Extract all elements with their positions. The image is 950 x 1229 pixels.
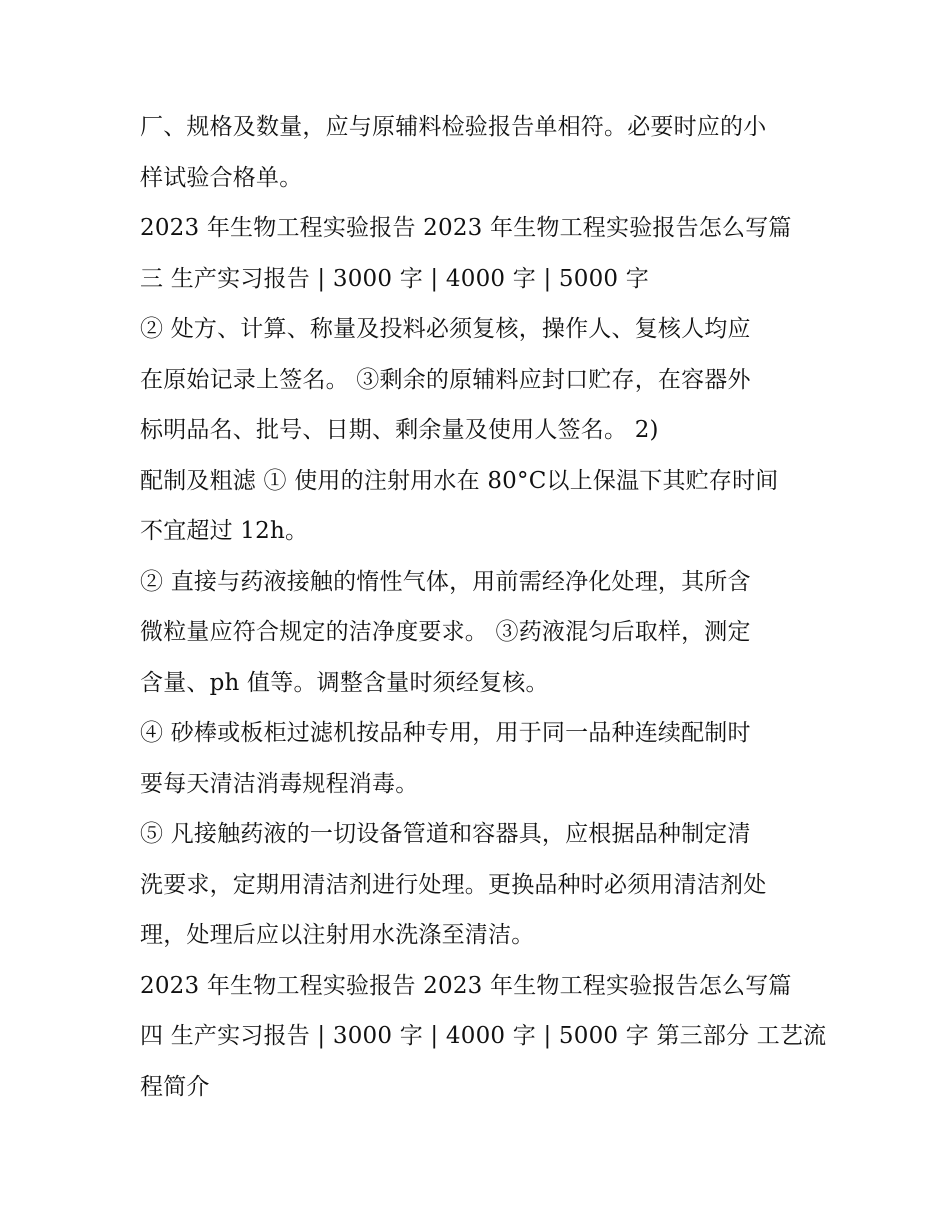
text-line: 在原始记录上签名。 ③剩余的原辅料应封口贮存，在容器外 (140, 366, 751, 393)
text-line: ② 处方、计算、称量及投料必须复核，操作人、复核人均应 (140, 316, 751, 342)
text-line: 不宜超过 12h。 (140, 518, 309, 544)
text-line: 2023 年生物工程实验报告 2023 年生物工程实验报告怎么写篇 (140, 215, 792, 241)
text-line: 厂、规格及数量，应与原辅料检验报告单相符。必要时应的小 (140, 114, 767, 140)
text-line: 理，处理后应以注射用水洗涤至清洁。 (140, 922, 535, 948)
text-line: 程简介 (140, 1073, 210, 1100)
text-line: ② 直接与药液接触的惰性气体，用前需经净化处理，其所含 (140, 568, 751, 595)
text-line: 2023 年生物工程实验报告 2023 年生物工程实验报告怎么写篇 (140, 972, 792, 999)
text-line: 标明品名、批号、日期、剩余量及使用人签名。 2) (140, 417, 659, 443)
text-line: 洗要求，定期用清洁剂进行处理。更换品种时必须用清洁剂处 (140, 871, 767, 898)
text-line: ⑤ 凡接触药液的一切设备管道和容器具，应根据品种制定清 (140, 821, 751, 847)
text-line: ④ 砂棒或板柜过滤机按品种专用，用于同一品种连续配制时 (140, 720, 751, 746)
text-line: 微粒量应符合规定的洁净度要求。 ③药液混匀后取样，测定 (140, 619, 751, 645)
text-line: 配制及粗滤 ① 使用的注射用水在 80°C以上保温下其贮存时间 (140, 467, 779, 494)
text-line: 要每天清洁消毒规程消毒。 (140, 770, 419, 797)
text-line: 四 生产实习报告 | 3000 字 | 4000 字 | 5000 字 第三部分 工艺流 (140, 1023, 827, 1049)
text-line: 含量、ph 值等。调整含量时须经复核。 (140, 669, 549, 696)
document-body (140, 102, 827, 1112)
text-line: 三 生产实习报告 | 3000 字 | 4000 字 | 5000 字 (140, 265, 649, 292)
text-line: 样试验合格单。 (140, 164, 303, 191)
